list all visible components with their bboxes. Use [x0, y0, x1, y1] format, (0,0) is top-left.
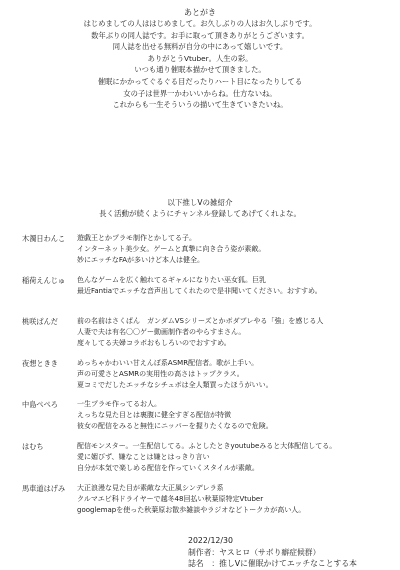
list-item	[22, 275, 394, 312]
description-line: googlemapを使った秋葉原お散歩雑談やラジオなどトークカが高い人。	[77, 505, 306, 514]
description-line: 声の可愛さとASMRの実用性の高さはトップクラス。	[77, 369, 244, 378]
list-item	[22, 399, 394, 436]
afterword-line: 女の子は世界一かわいいからね。仕方ないね。	[123, 88, 277, 98]
description-line: 色んなゲームを広く触れてるギャルになりたい巫女狐。巨乳	[77, 275, 266, 284]
description-line: 配信モンスター。一生配信してる。ふとしたときyoutubeみると大体配信してる。	[77, 441, 337, 450]
afterword-line: 数年ぶりの同人誌です。お手に取って頂きありがとうございます。	[91, 30, 309, 40]
afterword-line: いつも通り催眠本描かせて頂きました。	[134, 65, 266, 75]
intro-subheading: 長く活動が続くようにチャンネル登録してあげてくれよな。	[98, 209, 302, 218]
description-line: 前の名前はさくぱん ガンダムVSシリーズとかボダブレやる「強」を感じる人	[77, 317, 324, 326]
list-item	[22, 441, 394, 478]
afterword-line: ありがとうVtuber。人生の彩。	[147, 53, 253, 63]
vtuber-name: 木濁日わんこ	[22, 234, 66, 243]
afterword-body	[0, 18, 400, 111]
author-line: 制作者：ヤスヒロ（サボり癖症候群）	[188, 547, 321, 557]
vtuber-list	[22, 233, 394, 524]
description-line: 彼女の配信をみると無性にニッパーを握りたくなるので危険。	[77, 422, 273, 431]
vtuber-name: 夜想ときき	[22, 358, 58, 368]
vtuber-name: 稲荷えんじゅ	[22, 275, 66, 285]
description-line: 自分が本気で楽しめる配信を作っていくスタイルが素敵。	[77, 463, 259, 472]
list-item	[22, 483, 394, 520]
intro-heading: 以下推しVの雑紹介	[167, 198, 233, 207]
description-line: 遊戯王とかプラモ制作とかしてる子。	[77, 234, 196, 242]
vtuber-description	[77, 399, 397, 432]
description-line: 人妻で夫は有名〇〇ゲー動画制作者のやらすまさん。	[77, 328, 246, 337]
publication-date: 2022/12/30	[188, 536, 233, 545]
description-line: クルマエビ科ドライヤーで越冬48回払い秋葉原特定Vtuber	[77, 494, 264, 503]
description-line: 度々してる夫婦コラボおもしろいのでおすすめ。	[77, 339, 231, 348]
description-line: 最近Fantiaでエッチな音声出してくれたので是非聞いてください。おすすめ。	[77, 286, 322, 295]
list-item	[22, 358, 394, 395]
vtuber-name: はむち	[22, 441, 44, 451]
afterword-line: 催眠にかかってぐるぐる目だったりハート目になったりしてる	[97, 76, 303, 86]
description-line: えっちな見た目とは裏腹に健全すぎる配信が特徴	[77, 411, 231, 420]
vtuber-description	[77, 316, 397, 349]
description-line: 愛に媚びず、嫌なことは嫌とはっきり言い	[77, 452, 210, 461]
description-line: めっちゃかわいい甘えんぼ系ASMR配信者。歌が上手い。	[77, 358, 259, 367]
description-line: インターネット美少女。ゲームと真摯に向き合う姿が素敵。	[77, 245, 266, 253]
vtuber-description	[77, 358, 397, 391]
vtuber-description	[77, 275, 397, 297]
vtuber-description	[77, 483, 397, 516]
description-line: 妙にエッチなFAが多いけど本人は健全。	[77, 256, 205, 264]
description-line: 一生プラモ作ってるお人。	[77, 400, 161, 409]
afterword-line: これからも一生そういうの描いて生きていきたいね。	[112, 100, 288, 110]
afterword-line: はじめましての人ははじめまして。お久しぶりの人はお久しぶりです。	[83, 19, 317, 28]
description-line: 大正浪漫な見た目が素敵な大正風シンデレラ系	[77, 483, 224, 492]
afterword-line: 同人誌を出せる無料が自分の中にあって嬉しいです。	[112, 42, 288, 52]
vtuber-name: 馬車道はげみ	[22, 483, 66, 493]
vtuber-name: 桃咲ぱんだ	[22, 317, 58, 327]
vtuber-description	[77, 441, 397, 474]
afterword-title: あとがき	[184, 8, 216, 17]
description-line: 夏コミでだしたエッチなシチュボは全人類買ったほうがいい。	[77, 380, 273, 389]
vtuber-name: 中島ぺぺろ	[22, 400, 58, 410]
list-item	[22, 233, 394, 270]
colophon	[188, 535, 357, 570]
vtuber-description	[77, 233, 397, 266]
list-item	[22, 316, 394, 353]
book-title-line: 誌名 ：推しVに催眠かけてエッチなことする本	[188, 559, 357, 568]
